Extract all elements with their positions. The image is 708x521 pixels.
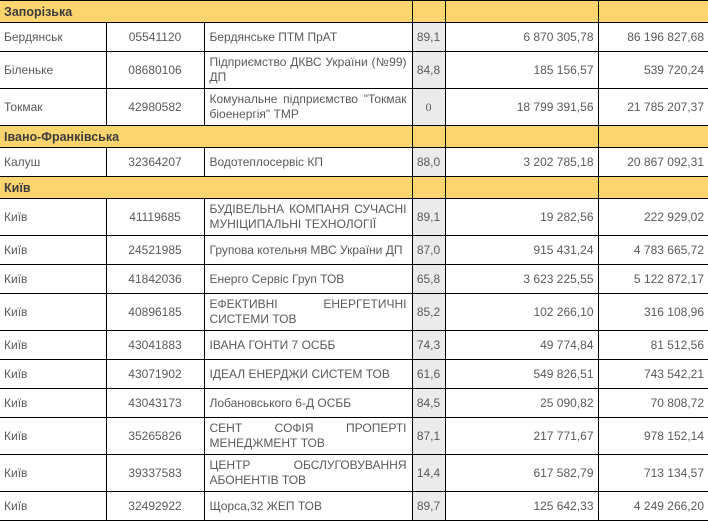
amount-cell: 222 929,02	[598, 199, 708, 236]
table-row	[0, 199, 708, 236]
amount-cell: 18 799 391,56	[445, 89, 598, 126]
amount-cell: 125 642,33	[445, 492, 598, 521]
amount-cell: 21 785 207,37	[598, 89, 708, 126]
amount-cell: 539 720,24	[598, 52, 708, 89]
company-name-cell: Комунальне підприємство "Токмак біоенергія" ТМР	[204, 89, 412, 126]
percent-cell: 65,8	[412, 265, 445, 294]
table-body	[0, 1, 708, 521]
city-cell: Київ	[0, 418, 106, 455]
company-name-cell: Підприємство ДКВС України (№99) ДП	[204, 52, 412, 89]
region-label: Київ	[0, 177, 412, 199]
city-cell: Київ	[0, 199, 106, 236]
amount-cell: 713 134,57	[598, 455, 708, 492]
percent-cell: 89,1	[412, 23, 445, 52]
edrpou-code-cell: 43043173	[106, 389, 204, 418]
company-name-cell: СЕНТ СОФІЯ ПРОПЕРТІ МЕНЕДЖМЕНТ ТОВ	[204, 418, 412, 455]
region-header-row	[0, 177, 708, 199]
amount-cell: 3 202 785,18	[445, 148, 598, 177]
percent-cell: 14,4	[412, 455, 445, 492]
amount-cell: 4 783 665,72	[598, 236, 708, 265]
city-cell: Токмак	[0, 89, 106, 126]
table-row	[0, 148, 708, 177]
region-empty-amount-cell	[445, 1, 598, 23]
region-label: Івано-Франківська	[0, 126, 412, 148]
company-name-cell: Бердянське ПТМ ПрАТ	[204, 23, 412, 52]
city-cell: Калуш	[0, 148, 106, 177]
table-row	[0, 89, 708, 126]
region-empty-pct-cell	[412, 177, 445, 199]
region-header-row	[0, 1, 708, 23]
edrpou-code-cell: 24521985	[106, 236, 204, 265]
edrpou-code-cell: 43071902	[106, 360, 204, 389]
amount-cell: 70 808,72	[598, 389, 708, 418]
region-empty-amount-cell	[598, 1, 708, 23]
company-name-cell: БУДІВЕЛЬНА КОМПАНЯ СУЧАСНІ МУНІЦИПАЛЬНІ ТЕХНОЛОГІЇ	[204, 199, 412, 236]
amount-cell: 217 771,67	[445, 418, 598, 455]
region-header-row	[0, 126, 708, 148]
company-name-cell: Групова котельня МВС України ДП	[204, 236, 412, 265]
amount-cell: 4 249 266,20	[598, 492, 708, 521]
table-row	[0, 331, 708, 360]
city-cell: Київ	[0, 294, 106, 331]
percent-cell: 87,0	[412, 236, 445, 265]
city-cell: Київ	[0, 236, 106, 265]
edrpou-code-cell: 08680106	[106, 52, 204, 89]
region-empty-amount-cell	[445, 126, 598, 148]
amount-cell: 3 623 225,55	[445, 265, 598, 294]
table-row	[0, 418, 708, 455]
edrpou-code-cell: 41842036	[106, 265, 204, 294]
company-name-cell: ІДЕАЛ ЕНЕРДЖИ СИСТЕМ ТОВ	[204, 360, 412, 389]
amount-cell: 316 108,96	[598, 294, 708, 331]
amount-cell: 549 826,51	[445, 360, 598, 389]
amount-cell: 5 122 872,17	[598, 265, 708, 294]
company-name-cell: ЕФЕКТИВНІ ЕНЕРГЕТИЧНІ СИСТЕМИ ТОВ	[204, 294, 412, 331]
table-row	[0, 389, 708, 418]
city-cell: Київ	[0, 492, 106, 521]
company-name-cell: Водотеплосервіс КП	[204, 148, 412, 177]
percent-cell: 74,3	[412, 331, 445, 360]
company-name-cell: Щорса,32 ЖЕП ТОВ	[204, 492, 412, 521]
table-row	[0, 52, 708, 89]
amount-cell: 81 512,56	[598, 331, 708, 360]
amount-cell: 6 870 305,78	[445, 23, 598, 52]
edrpou-code-cell: 05541120	[106, 23, 204, 52]
amount-cell: 915 431,24	[445, 236, 598, 265]
edrpou-code-cell: 35265826	[106, 418, 204, 455]
percent-cell: 88,0	[412, 148, 445, 177]
amount-cell: 102 266,10	[445, 294, 598, 331]
edrpou-code-cell: 41119685	[106, 199, 204, 236]
city-cell: Київ	[0, 455, 106, 492]
percent-cell: 84,5	[412, 389, 445, 418]
company-name-cell: ЦЕНТР ОБСЛУГОВУВАННЯ АБОНЕНТІВ ТОВ	[204, 455, 412, 492]
percent-cell: 61,6	[412, 360, 445, 389]
percent-cell: 89,1	[412, 199, 445, 236]
amount-cell: 49 774,84	[445, 331, 598, 360]
table-row	[0, 23, 708, 52]
table-row	[0, 455, 708, 492]
city-cell: Бердянськ	[0, 23, 106, 52]
table-row	[0, 492, 708, 521]
percent-cell: 87,1	[412, 418, 445, 455]
table-row	[0, 360, 708, 389]
amount-cell: 617 582,79	[445, 455, 598, 492]
city-cell: Київ	[0, 265, 106, 294]
city-cell: Київ	[0, 389, 106, 418]
edrpou-code-cell: 32492922	[106, 492, 204, 521]
percent-cell: 89,7	[412, 492, 445, 521]
amount-cell: 185 156,57	[445, 52, 598, 89]
amount-cell: 86 196 827,68	[598, 23, 708, 52]
amount-cell: 20 867 092,31	[598, 148, 708, 177]
percent-cell: 0	[412, 89, 445, 126]
edrpou-code-cell: 42980582	[106, 89, 204, 126]
edrpou-code-cell: 43041883	[106, 331, 204, 360]
city-cell: Київ	[0, 331, 106, 360]
table-row	[0, 265, 708, 294]
region-empty-pct-cell	[412, 1, 445, 23]
region-empty-amount-cell	[598, 177, 708, 199]
edrpou-code-cell: 39337583	[106, 455, 204, 492]
amount-cell: 978 152,14	[598, 418, 708, 455]
percent-cell: 84,8	[412, 52, 445, 89]
city-cell: Київ	[0, 360, 106, 389]
region-empty-amount-cell	[598, 126, 708, 148]
region-label: Запорізька	[0, 1, 412, 23]
percent-cell: 85,2	[412, 294, 445, 331]
table-row	[0, 236, 708, 265]
city-cell: Біленьке	[0, 52, 106, 89]
company-name-cell: Лобановського 6-Д ОСББ	[204, 389, 412, 418]
region-empty-pct-cell	[412, 126, 445, 148]
amount-cell: 743 542,21	[598, 360, 708, 389]
table-row	[0, 294, 708, 331]
company-name-cell: ІВАНА ГОНТИ 7 ОСББ	[204, 331, 412, 360]
company-name-cell: Енерго Сервіс Груп ТОВ	[204, 265, 412, 294]
region-empty-amount-cell	[445, 177, 598, 199]
amount-cell: 19 282,56	[445, 199, 598, 236]
amount-cell: 25 090,82	[445, 389, 598, 418]
edrpou-code-cell: 40896185	[106, 294, 204, 331]
edrpou-code-cell: 32364207	[106, 148, 204, 177]
